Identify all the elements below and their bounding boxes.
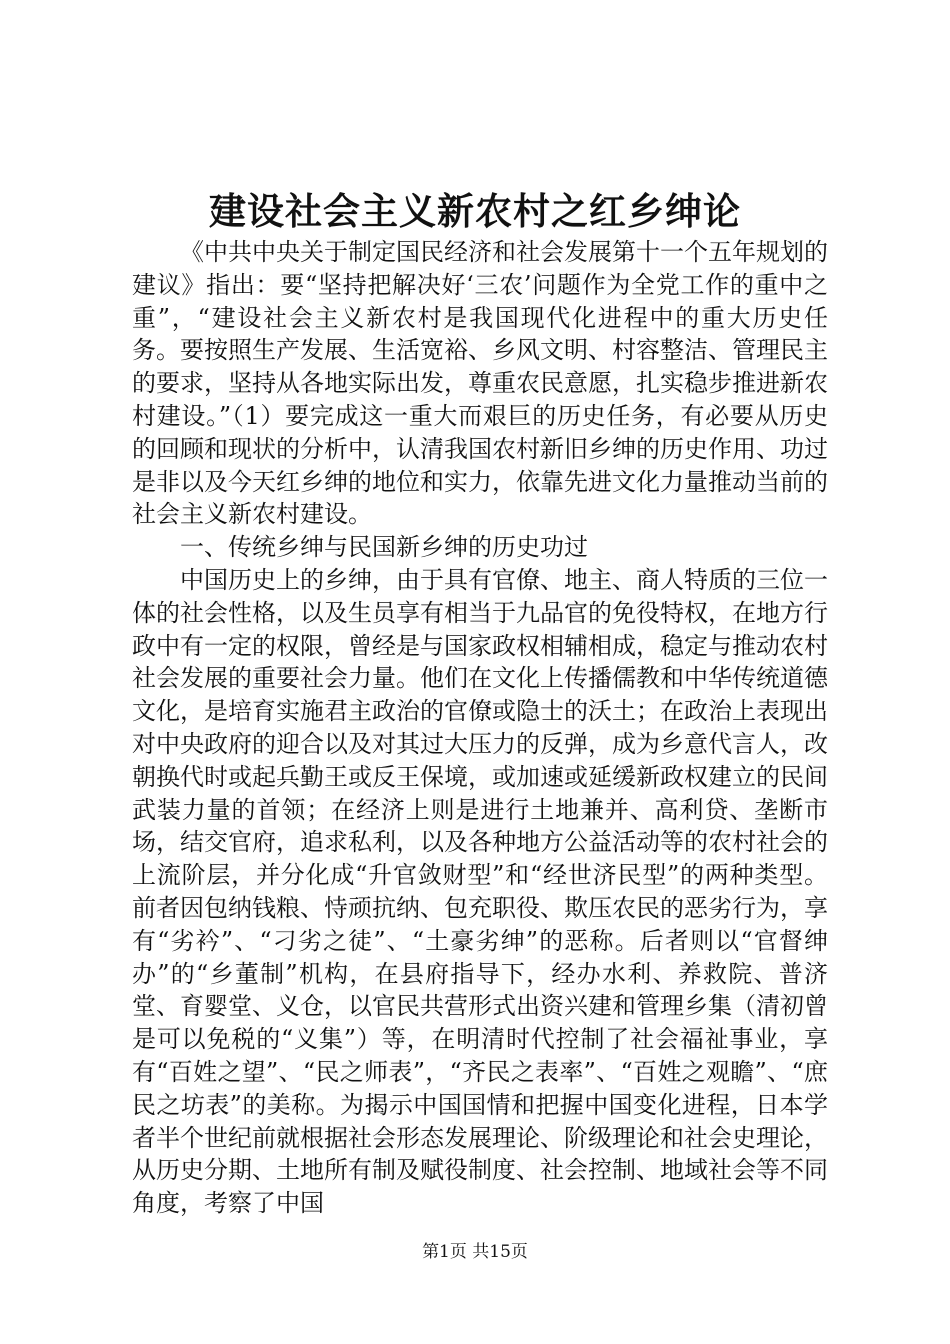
document-body bbox=[132, 236, 828, 1220]
document-title: 建设社会主义新农村之红乡绅论 bbox=[209, 189, 741, 233]
section-heading: 一、传统乡绅与民国新乡绅的历史功过 bbox=[180, 533, 588, 562]
paragraph-intro: 《中共中央关于制定国民经济和社会发展第十一个五年规划的建议》指出：要“坚持把解决好‘三农’问题作为全党工作的重中之重”，“建设社会主义新农村是我国现代化进程中的重大历史任务。要按照生产发展、生活宽裕、乡风文明、村容整洁、管理民主的要求，坚持从各地实际出发，尊重农民意愿，扎实稳步推进新农村建设。”（1）要完成这一重大而艰巨的历史任务，有必要从历史的回顾和现状的分析中，认清我国农村新旧乡绅的历史作用、功过是非以及今天红乡绅的地位和实力，依靠先进文化力量推动当前的社会主义新农村建设。 bbox=[132, 238, 828, 529]
page-number: 第1页 共15页 bbox=[422, 1242, 528, 1262]
paragraph-history: 中国历史上的乡绅，由于具有官僚、地主、商人特质的三位一体的社会性格，以及生员享有相当于九品官的免役特权，在地方行政中有一定的权限，曾经是与国家政权相辅相成，稳定与推动农村社会发展的重要社会力量。他们在文化上传播儒教和中华传统道德文化，是培育实施君主政治的官僚或隐士的沃土；在政治上表现出对中央政府的迎合以及对其过大压力的反弹，成为乡意代言人，改朝换代时或起兵勤王或反王保境，或加速或延缓新政权建立的民间武装力量的首领；在经济上则是进行土地兼并、高利贷、垄断市场，结交官府，追求私利，以及各种地方公益活动等的农村社会的上流阶层，并分化成“升官敛财型”和“经世济民型”的两种类型。前者因包纳钱粮、恃顽抗纳、包充职役、欺压农民的恶劣行为，享有“劣衿”、“刁劣之徒”、“土豪劣绅”的恶称。后者则以“官督绅办”的“乡董制”机构，在县府指导下，经办水利、养救院、普济堂、育婴堂、义仓，以官民共营形式出资兴建和管理乡集（清初曾是可以免税的“义集”）等，在明清时代控制了社会福祉事业，享有“百姓之望”、“民之师表”，“齐民之表率”、“百姓之观瞻”、“庶民之坊表”的美称。为揭示中国国情和把握中国变化进程，日本学者半个世纪前就根据社会形态发展理论、阶级理论和社会史理论，从历史分期、土地所有制及赋役制度、社会控制、地域社会等不同角度，考察了中国 bbox=[132, 565, 828, 1218]
